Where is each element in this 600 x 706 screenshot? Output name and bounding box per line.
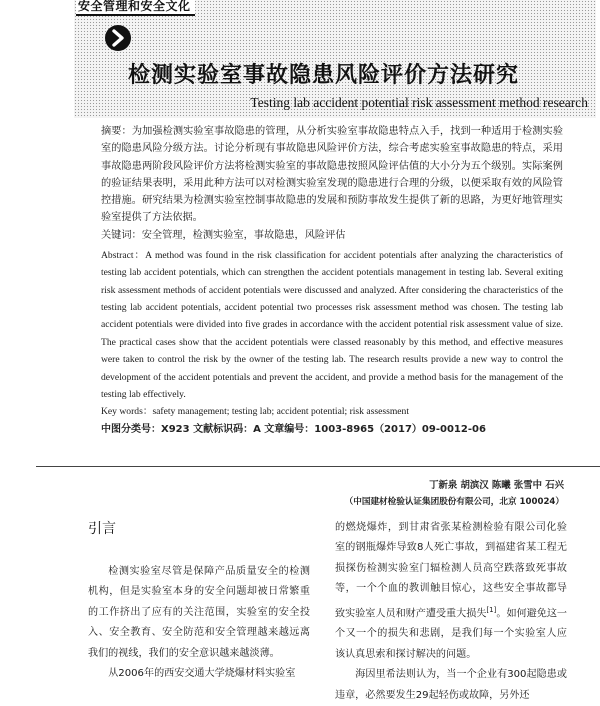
- classification-line: 中图分类号：X923 文献标识码：A 文章编号：1003-8965（2017）09-0012-06: [101, 424, 486, 436]
- body-paragraph: [335, 518, 567, 665]
- body-column-right: [335, 518, 567, 706]
- divider: [36, 466, 600, 467]
- article-title-en: Testing lab accident potential risk assessment method research: [250, 95, 588, 110]
- keywords-en-label: Key words：: [101, 406, 153, 418]
- abstract-en-label: Abstract：: [101, 249, 146, 261]
- keywords-en: [101, 403, 563, 420]
- body-paragraph: 从2006年的西安交通大学烧爆材料实验室: [108, 668, 296, 680]
- abstract-zh-label: 摘要：: [101, 126, 132, 137]
- author-list: 丁新泉 胡滨汉 陈曦 张雪中 石兴: [429, 480, 564, 491]
- author-affiliation: （中国建材检验认证集团股份有限公司，北京 100024）: [344, 497, 564, 507]
- keywords-en-text: safety management; testing lab; accident potential; risk assessment: [152, 406, 409, 418]
- keywords-zh: [101, 227, 563, 244]
- chevron-circle-icon: [104, 24, 132, 52]
- body-text: 的燃烧爆炸，到甘肃省张某检测检验有限公司化验室的钢瓶爆炸导致8人死亡事故，到福建省某工程无损探伤检测实验室门辐检测人员高空跌落致死事故等，一个个血的教训触目惊心，这些安全事故都导致实验室人员和财产遭受重大损失: [335, 522, 567, 619]
- section-label: 安全管理和安全文化: [76, 0, 195, 16]
- body-paragraph: 检测实验室尽管是保障产品质量安全的检测机构，但是实验室本身的安全问题却被日常繁重的工作挤出了应有的关注范围，实验室的安全投入、安全教育、安全防范和安全管理越来越远离我们的视线，我们的安全意识越来越淡薄。: [88, 566, 310, 659]
- abstract-block: [101, 123, 563, 438]
- article-title: 检测实验室事故隐患风险评价方法研究: [128, 63, 520, 88]
- section-heading-intro: 引言: [88, 521, 116, 537]
- body-paragraph: 海因里希法则认为，当一个企业有300起隐患或违章，必然要发生29起轻伤或故障，另外还: [335, 669, 567, 701]
- keywords-zh-text: 安全管理，检测实验室，事故隐患，风险评估: [141, 229, 346, 241]
- keywords-zh-label: 关键词：: [101, 229, 142, 241]
- body-text: 。如何避免这一个又一个的损失和悲剧，是我们每一个实验室人应该认真思索和探讨解决的问题。: [335, 607, 568, 660]
- body-column-left: [88, 518, 310, 684]
- abstract-zh: [101, 123, 563, 227]
- citation-ref[interactable]: [1]: [486, 605, 497, 614]
- abstract-en: [101, 247, 563, 404]
- abstract-zh-text: 为加强检测实验室事故隐患的管理，从分析实验室事故隐患特点入手，找到一种适用于检测实验室的隐患风险分级方法。讨论分析现有事故隐患风险评价方法，综合考虑实验室事故隐患的特点，采用事故隐患两阶段风险评价方法将检测实验室的事故隐患按照风险评估值的大小分为五个级别。实际案例的验证结果表明，采用此种方法可以对检测实验室发现的隐患进行合理的分级，以便采取有效的风险管控措施。研究结果为检测实验室控制事故隐患的发展和预防事故发生提供了新的思路，为更好地管理实验室提供了方法依据。: [101, 126, 564, 224]
- abstract-en-text: A method was found in the risk classification for accident potentials after analyzing the characteristics of testing lab accident potentials, which can strengthen the accident potentials management in testing lab. Several exiting risk assessment methods of accident potentials were discussed and analyzed. After considering the characteristics of the testing lab accident potentials, accident potential two processes risk assessment method was chosen. The testing lab accident potentials were divided into five grades in accordance with the accident potential risk assessment value of size. The practical cases show that the accident potentials were classed reasonably by this method, and effective measures were taken to control the risk by the owner of the testing lab. The research results provide a new way to control the development of the accident potentials and prevent the accident, and provide a method basis for the management of the testing lab effectively.: [101, 249, 563, 401]
